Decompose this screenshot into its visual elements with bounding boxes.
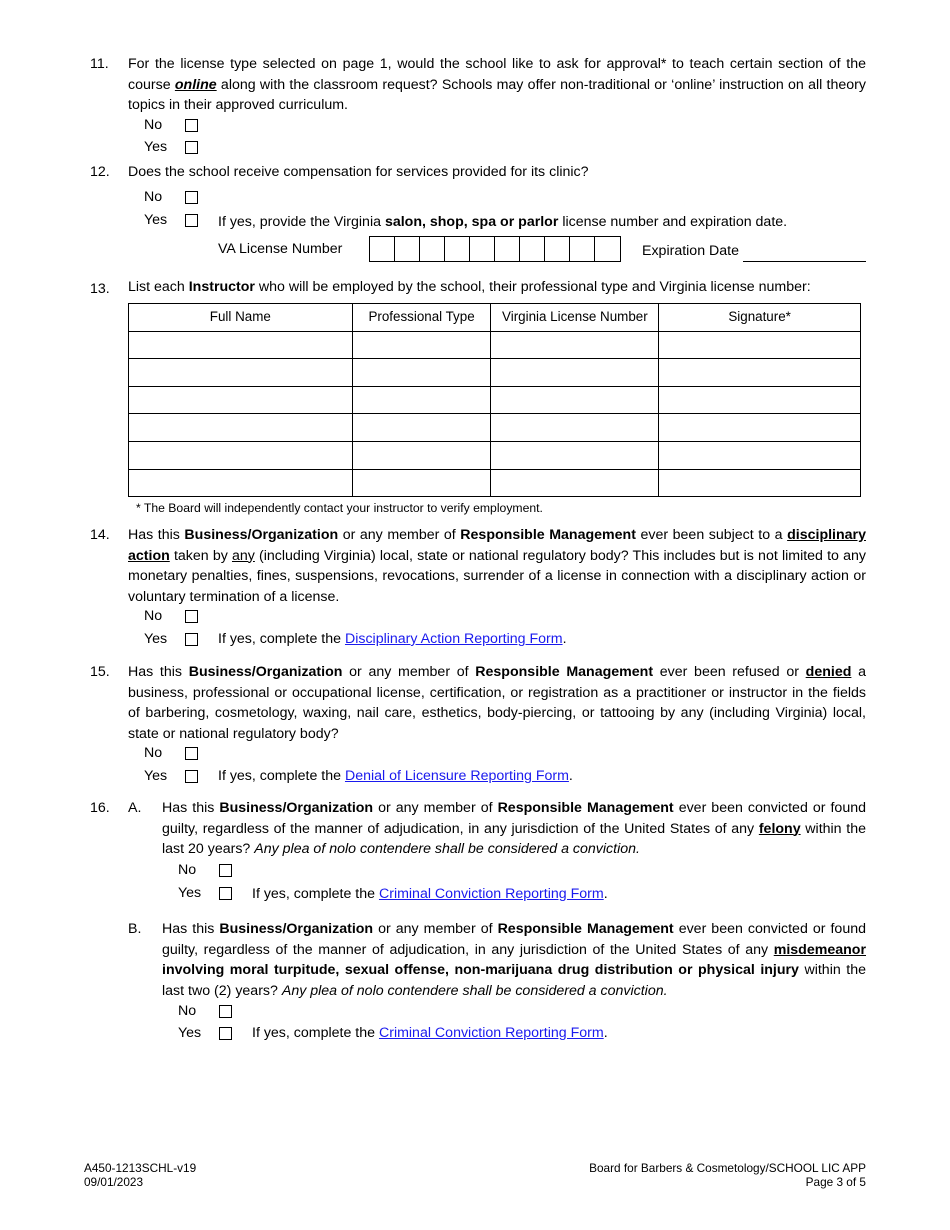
table-cell[interactable] bbox=[491, 386, 659, 414]
q12-yes-label: Yes bbox=[144, 212, 168, 228]
license-digit-box[interactable] bbox=[395, 237, 420, 261]
instructor-footnote: * The Board will independently contact your instructor to verify employment. bbox=[136, 501, 543, 515]
q12-no-checkbox[interactable] bbox=[185, 191, 198, 204]
form-date: 09/01/2023 bbox=[84, 1175, 144, 1189]
q15-yes-label: Yes bbox=[144, 768, 168, 784]
q15-yes-checkbox[interactable] bbox=[185, 770, 198, 783]
expiration-date-field[interactable] bbox=[743, 261, 866, 262]
q16b-yes-label: Yes bbox=[178, 1025, 202, 1041]
q16b-text: Has this Business/Organization or any member of Responsible Management ever been convicted or found guilty, regardless of the manner of adjudication, in any jurisdiction of the United States of any misdemeanor involving moral turpitude, sexual offense, non-marijuana drug distribution or physical injury within the last two (2) years? Any plea of nolo contendere shall be considered a conviction. bbox=[162, 921, 866, 999]
q14-text: Has this Business/Organization or any member of Responsible Management ever been subject to a disciplinary action taken by any (including Virginia) local, state or national regulatory body? This includes but is not limited to any monetary penalties, fines, suspensions, revocations, surrender of a license in connection with a disciplinary action or voluntary termination of a license. bbox=[128, 527, 866, 605]
denial-of-licensure-form-link[interactable]: Denial of Licensure Reporting Form bbox=[344, 768, 569, 784]
q12-yes-checkbox[interactable] bbox=[185, 214, 198, 227]
col-professional-type: Professional Type bbox=[352, 304, 491, 332]
q15-no-label: No bbox=[144, 745, 163, 761]
license-digit-box[interactable] bbox=[595, 237, 620, 261]
q11-no-checkbox[interactable] bbox=[185, 119, 198, 132]
table-cell[interactable] bbox=[659, 441, 861, 469]
q16b-letter: B. bbox=[128, 921, 142, 937]
q16b-yes-checkbox[interactable] bbox=[219, 1027, 232, 1040]
license-digit-box[interactable] bbox=[495, 237, 520, 261]
table-cell[interactable] bbox=[129, 441, 353, 469]
table-cell[interactable] bbox=[491, 469, 659, 497]
va-license-input[interactable] bbox=[369, 236, 621, 262]
criminal-conviction-form-link-a[interactable]: Criminal Conviction Reporting Form bbox=[378, 886, 604, 902]
table-header-row bbox=[129, 304, 861, 332]
table-cell[interactable] bbox=[352, 441, 491, 469]
license-digit-box[interactable] bbox=[445, 237, 470, 261]
q14-yes-checkbox[interactable] bbox=[185, 633, 198, 646]
table-row bbox=[129, 386, 861, 414]
q15-no-checkbox[interactable] bbox=[185, 747, 198, 760]
q13-number: 13. bbox=[90, 281, 110, 297]
license-digit-box[interactable] bbox=[420, 237, 445, 261]
q12-no-label: No bbox=[144, 189, 163, 205]
table-row bbox=[129, 469, 861, 497]
q14-yes-label: Yes bbox=[144, 631, 168, 647]
q12-number: 12. bbox=[90, 164, 110, 180]
license-digit-box[interactable] bbox=[470, 237, 495, 261]
q16b-no-checkbox[interactable] bbox=[219, 1005, 232, 1018]
col-license-number: Virginia License Number bbox=[491, 304, 659, 332]
table-cell[interactable] bbox=[129, 359, 353, 387]
license-digit-box[interactable] bbox=[570, 237, 595, 261]
q16a-no-checkbox[interactable] bbox=[219, 864, 232, 877]
q14-ifyes-text: If yes, complete the Disciplinary Action Reporting Form. bbox=[218, 631, 567, 647]
table-cell[interactable] bbox=[491, 359, 659, 387]
footer-right bbox=[589, 1161, 866, 1189]
q11-no-label: No bbox=[144, 117, 163, 133]
table-cell[interactable] bbox=[352, 469, 491, 497]
q15-text: Has this Business/Organization or any member of Responsible Management ever been refused or denied a business, professional or occupational license, certification, or registration as a practitioner or instructor in the fields of barbering, cosmetology, waxing, nail care, esthetics, body-piercing, or tattooing by any (including Virginia) local, state or national regulatory body? bbox=[128, 664, 866, 742]
license-digit-box[interactable] bbox=[370, 237, 395, 261]
q11-yes-label: Yes bbox=[144, 139, 168, 155]
table-cell[interactable] bbox=[491, 331, 659, 359]
table-cell[interactable] bbox=[129, 469, 353, 497]
q14-no-checkbox[interactable] bbox=[185, 610, 198, 623]
va-license-label: VA License Number bbox=[218, 241, 343, 257]
q12-ifyes-text: If yes, provide the Virginia salon, shop, spa or parlor license number and expiration date. bbox=[218, 214, 788, 230]
footer-left bbox=[84, 1161, 196, 1189]
table-row bbox=[129, 331, 861, 359]
table-cell[interactable] bbox=[659, 469, 861, 497]
q16-number: 16. bbox=[90, 800, 110, 816]
q16a-letter: A. bbox=[128, 800, 142, 816]
col-signature: Signature* bbox=[659, 304, 861, 332]
q11-yes-checkbox[interactable] bbox=[185, 141, 198, 154]
q16a-yes-label: Yes bbox=[178, 885, 202, 901]
q13-text: List each Instructor who will be employed by the school, their professional type and Virginia license number: bbox=[128, 279, 811, 295]
table-cell[interactable] bbox=[352, 359, 491, 387]
q16a-no-label: No bbox=[178, 862, 197, 878]
disciplinary-action-form-link[interactable]: Disciplinary Action Reporting Form bbox=[344, 631, 563, 647]
q14-no-label: No bbox=[144, 608, 163, 624]
expiration-date-label: Expiration Date bbox=[642, 243, 739, 259]
table-cell[interactable] bbox=[129, 414, 353, 442]
table-cell[interactable] bbox=[491, 441, 659, 469]
table-cell[interactable] bbox=[659, 414, 861, 442]
q15-number: 15. bbox=[90, 664, 110, 680]
table-cell[interactable] bbox=[352, 386, 491, 414]
instructor-table bbox=[128, 303, 861, 497]
table-row bbox=[129, 441, 861, 469]
table-cell[interactable] bbox=[491, 414, 659, 442]
license-digit-box[interactable] bbox=[545, 237, 570, 261]
board-name: Board for Barbers & Cosmetology/SCHOOL LIC APP bbox=[589, 1161, 866, 1175]
table-cell[interactable] bbox=[659, 359, 861, 387]
q11-number: 11. bbox=[90, 56, 109, 72]
q12-text: Does the school receive compensation for services provided for its clinic? bbox=[128, 164, 589, 180]
q16a-yes-checkbox[interactable] bbox=[219, 887, 232, 900]
q16b-ifyes-text: If yes, complete the Criminal Conviction Reporting Form. bbox=[252, 1025, 608, 1041]
table-row bbox=[129, 359, 861, 387]
table-cell[interactable] bbox=[659, 386, 861, 414]
table-cell[interactable] bbox=[352, 331, 491, 359]
col-full-name: Full Name bbox=[129, 304, 353, 332]
table-row bbox=[129, 414, 861, 442]
q16a-text: Has this Business/Organization or any member of Responsible Management ever been convicted or found guilty, regardless of the manner of adjudication, in any jurisdiction of the United States of any felony within the last 20 years? Any plea of nolo contendere shall be considered a conviction. bbox=[162, 800, 866, 857]
q16a-ifyes-text: If yes, complete the Criminal Conviction Reporting Form. bbox=[252, 886, 608, 902]
criminal-conviction-form-link-b[interactable]: Criminal Conviction Reporting Form bbox=[378, 1025, 604, 1041]
table-cell[interactable] bbox=[129, 386, 353, 414]
table-cell[interactable] bbox=[659, 331, 861, 359]
q15-ifyes-text: If yes, complete the Denial of Licensure Reporting Form. bbox=[218, 768, 573, 784]
page-number: Page 3 of 5 bbox=[805, 1175, 866, 1189]
table-cell[interactable] bbox=[352, 414, 491, 442]
q11-text: For the license type selected on page 1, would the school like to ask for approval* to teach certain section of the course online along with the classroom request? Schools may offer non-traditional or ‘online’ instruction on all theory topics in their approved curriculum. bbox=[128, 56, 866, 113]
form-id: A450-1213SCHL-v19 bbox=[84, 1161, 197, 1175]
table-cell[interactable] bbox=[129, 331, 353, 359]
q14-number: 14. bbox=[90, 527, 110, 543]
license-digit-box[interactable] bbox=[520, 237, 545, 261]
q16b-no-label: No bbox=[178, 1003, 197, 1019]
